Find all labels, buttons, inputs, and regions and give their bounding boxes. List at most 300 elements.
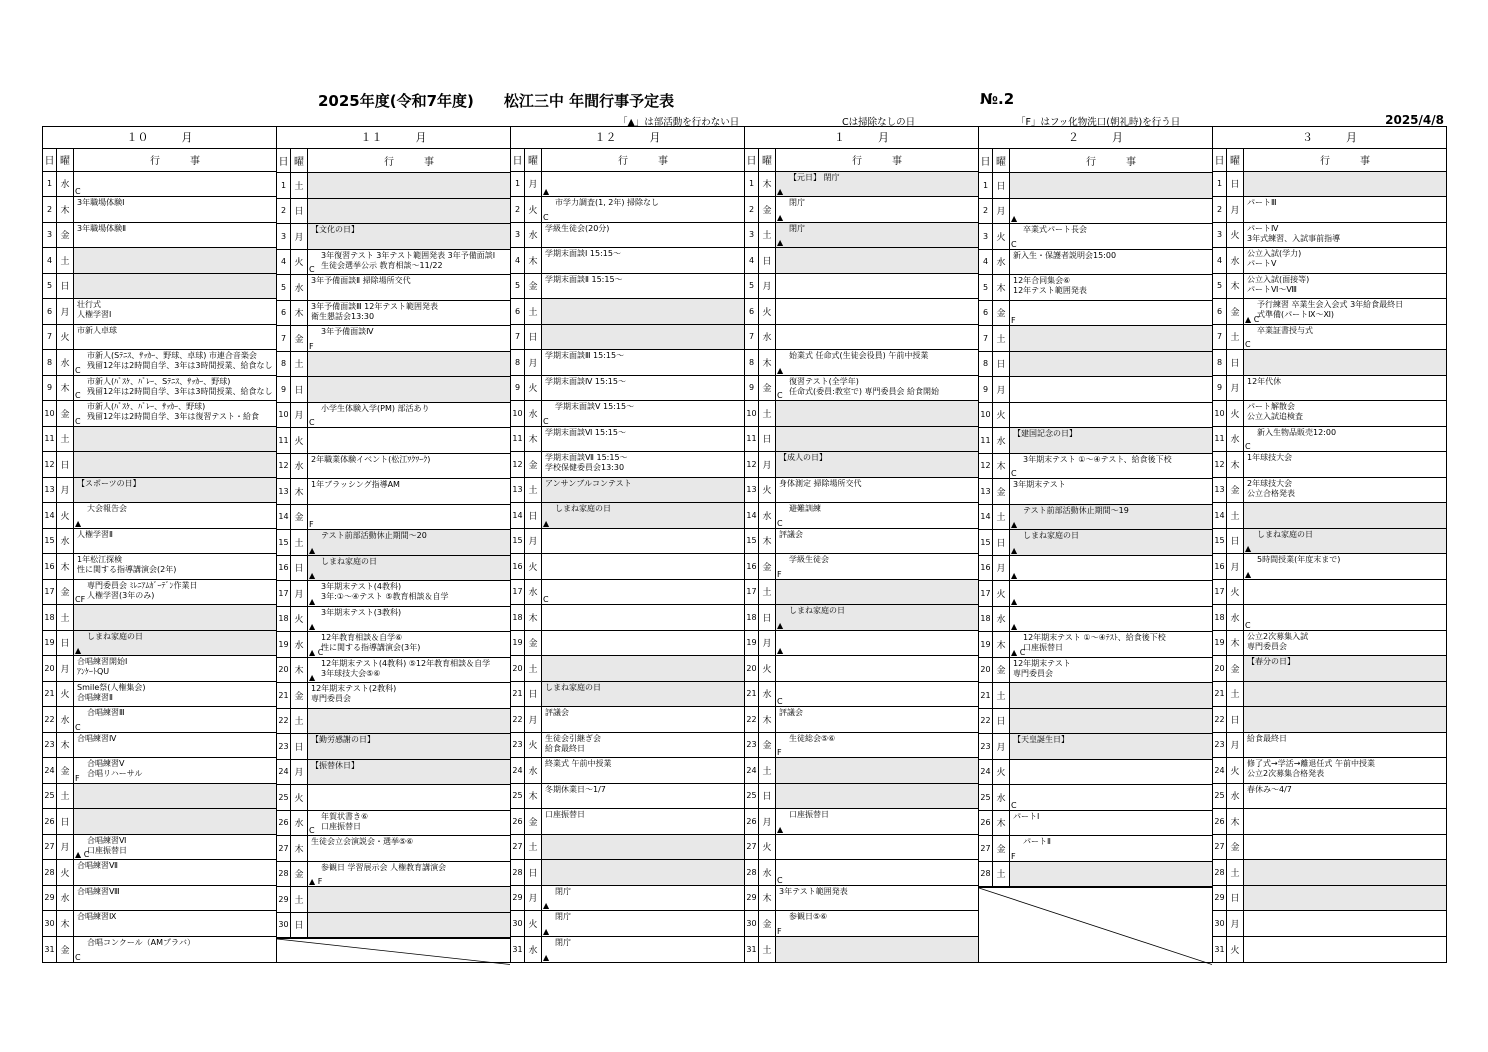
- day-number: 4: [745, 248, 759, 273]
- event-cell: [542, 325, 744, 350]
- column-header-day: 日: [511, 149, 525, 171]
- weekday: 水: [525, 401, 542, 426]
- weekday: 月: [759, 274, 776, 299]
- day-number: 30: [43, 911, 57, 936]
- weekday: 木: [759, 350, 776, 375]
- weekday: 火: [759, 835, 776, 860]
- day-marker: ▲: [1245, 544, 1252, 553]
- weekday: 火: [525, 733, 542, 758]
- weekday: 火: [993, 760, 1010, 785]
- day-row: [979, 505, 1212, 531]
- weekday: 土: [759, 580, 776, 605]
- day-row: [1213, 631, 1446, 657]
- weekday: 金: [525, 631, 542, 656]
- weekday: 月: [291, 403, 308, 428]
- day-number: 19: [1213, 631, 1227, 656]
- day-row: [979, 377, 1212, 403]
- weekday: 日: [525, 325, 542, 350]
- event-line-1: 3年期末テスト(3教科): [321, 607, 402, 617]
- event-line-1: アンサンブルコンテスト: [545, 478, 632, 488]
- weekday: 水: [525, 758, 542, 783]
- day-number: 1: [277, 173, 291, 198]
- event-line-2: 残留12年は2時間自学、3年は復習テスト・給食: [87, 412, 260, 421]
- day-row: [1213, 376, 1446, 402]
- column-headers: [979, 149, 1212, 173]
- day-row: [745, 197, 978, 223]
- weekday: 木: [1227, 631, 1244, 656]
- day-number: 26: [43, 809, 57, 834]
- event-cell: [1010, 862, 1212, 887]
- day-marker: C: [309, 418, 315, 427]
- day-number: 12: [511, 452, 525, 477]
- weekday: 月: [57, 835, 74, 860]
- day-number: 25: [745, 784, 759, 809]
- event-cell: [542, 809, 744, 834]
- day-row: [979, 352, 1212, 378]
- weekday: 土: [993, 326, 1010, 351]
- weekday: 日: [525, 860, 542, 885]
- weekday: 金: [525, 809, 542, 834]
- month-column: [43, 127, 277, 962]
- day-rows: [43, 172, 276, 963]
- weekday: 木: [57, 554, 74, 579]
- event-line-1: 給食最終日: [1247, 733, 1287, 743]
- day-number: 31: [511, 937, 525, 963]
- event-line-1: 市新人(Sﾃﾆｽ、ｻｯｶｰ、野球、卓球) 市連合音楽会: [87, 351, 257, 360]
- unused-days-box: [979, 887, 1212, 965]
- event-cell: [776, 299, 978, 324]
- event-line-1: 専門委員会 ﾐﾚﾆｱﾑｶﾞｰﾃﾞﾝ作業日: [87, 580, 198, 590]
- event-line-1: 閉庁: [555, 912, 571, 921]
- event-cell: [1244, 223, 1446, 248]
- day-row: [277, 760, 510, 786]
- day-marker: C: [777, 875, 783, 885]
- event-cell: [1244, 299, 1446, 324]
- day-row: [1213, 580, 1446, 606]
- column-header-day: 日: [979, 149, 993, 172]
- day-number: 23: [1213, 733, 1227, 758]
- event-line-1: 閉庁: [789, 223, 805, 233]
- weekday: 土: [291, 887, 308, 912]
- weekday: 金: [57, 937, 74, 963]
- day-row: [277, 862, 510, 888]
- weekday: 木: [291, 658, 308, 683]
- day-marker: ▲: [543, 901, 550, 910]
- day-number: 28: [277, 862, 291, 887]
- day-row: [1213, 784, 1446, 810]
- event-cell: [776, 886, 978, 911]
- event-line-1: 12年代休: [1247, 376, 1282, 386]
- weekday: 金: [525, 452, 542, 477]
- weekday: 日: [291, 734, 308, 759]
- weekday: 木: [291, 301, 308, 326]
- weekday: 月: [291, 581, 308, 606]
- column-header-events: 行 事: [1320, 156, 1370, 168]
- weekday: 金: [993, 479, 1010, 504]
- day-number: 1: [511, 172, 525, 197]
- event-line-1: しまね家庭の日: [789, 606, 845, 615]
- day-number: 23: [277, 734, 291, 759]
- event-cell: [308, 734, 510, 759]
- event-cell: [1010, 352, 1212, 377]
- day-row: [979, 683, 1212, 709]
- event-line-1: 生徒会引継ぎ会: [545, 733, 601, 743]
- weekday: 火: [1227, 758, 1244, 783]
- weekday: 月: [993, 556, 1010, 581]
- event-cell: [542, 248, 744, 273]
- event-cell: [308, 224, 510, 249]
- event-cell: [1010, 326, 1212, 351]
- event-line-1: 学期末面談Ⅵ 15:15～: [545, 427, 626, 437]
- weekday: 日: [993, 709, 1010, 734]
- day-row: [1213, 733, 1446, 759]
- weekday: 火: [57, 325, 74, 350]
- weekday: 木: [993, 632, 1010, 657]
- event-line-2: 公立合格発表: [1247, 488, 1295, 498]
- day-marker: ▲: [75, 646, 82, 655]
- day-marker: C: [309, 265, 315, 274]
- event-cell: [74, 554, 276, 579]
- weekday: 日: [759, 784, 776, 809]
- weekday: 火: [525, 911, 542, 936]
- event-cell: [308, 556, 510, 581]
- weekday: 火: [993, 403, 1010, 428]
- weekday: 木: [525, 784, 542, 809]
- day-marker: ▲ C: [1245, 314, 1260, 324]
- event-line-2: 合唱練習Ⅱ: [77, 692, 113, 702]
- day-row: [511, 223, 744, 249]
- event-cell: [776, 758, 978, 783]
- day-row: [43, 401, 276, 427]
- day-number: 27: [979, 836, 993, 861]
- day-number: 20: [979, 658, 993, 683]
- day-row: [511, 656, 744, 682]
- day-marker: C: [1245, 620, 1251, 630]
- day-row: [277, 887, 510, 913]
- day-number: 14: [745, 503, 759, 528]
- event-cell: [542, 299, 744, 324]
- weekday: 火: [759, 478, 776, 503]
- column-header-weekday: 曜: [993, 149, 1010, 172]
- event-cell: [542, 503, 744, 528]
- day-row: [511, 886, 744, 912]
- day-number: 30: [511, 911, 525, 936]
- event-cell: [74, 325, 276, 350]
- day-number: 23: [979, 734, 993, 759]
- day-number: 13: [43, 478, 57, 503]
- weekday: 日: [759, 605, 776, 630]
- weekday: 水: [291, 454, 308, 479]
- day-number: 28: [511, 860, 525, 885]
- day-row: [1213, 656, 1446, 682]
- event-line-1: パートⅢ: [1247, 198, 1277, 207]
- event-cell: [542, 350, 744, 375]
- day-number: 20: [1213, 656, 1227, 681]
- weekday: 月: [759, 631, 776, 656]
- event-line-1: 評議会: [545, 708, 569, 717]
- event-cell: [308, 632, 510, 657]
- day-marker: ▲: [1011, 214, 1018, 223]
- day-row: [277, 224, 510, 250]
- event-cell: [1244, 274, 1446, 299]
- day-number: 10: [43, 401, 57, 426]
- day-marker: ▲: [543, 187, 550, 196]
- day-number: 4: [979, 250, 993, 275]
- day-number: 31: [43, 937, 57, 963]
- weekday: 水: [57, 529, 74, 554]
- day-number: 28: [979, 862, 993, 887]
- weekday: 土: [759, 401, 776, 426]
- weekday: 水: [993, 785, 1010, 810]
- day-row: [745, 886, 978, 912]
- event-cell: [1010, 505, 1212, 530]
- event-line-1: 1年松江探検: [77, 555, 123, 564]
- day-row: [43, 580, 276, 606]
- event-line-1: テスト前部活動休止期間～19: [1023, 505, 1129, 515]
- day-row: [277, 734, 510, 760]
- event-cell: [74, 274, 276, 299]
- day-row: [745, 172, 978, 198]
- event-cell: [308, 326, 510, 351]
- day-row: [43, 478, 276, 504]
- event-cell: [74, 860, 276, 885]
- event-line-1: 終業式 午前中授業: [545, 759, 612, 768]
- event-cell: [74, 605, 276, 630]
- event-line-1: 閉庁: [555, 886, 571, 896]
- day-row: [43, 223, 276, 249]
- day-number: 24: [979, 760, 993, 785]
- day-row: [277, 479, 510, 505]
- column-header-day: 日: [277, 149, 291, 172]
- event-line-1: 大会報告会: [87, 504, 127, 513]
- event-line-1: 学級生徒会(20分): [545, 223, 610, 233]
- event-cell: [308, 428, 510, 453]
- page-number: №.2: [980, 90, 1015, 108]
- event-cell: [74, 376, 276, 401]
- weekday: 月: [759, 809, 776, 834]
- event-line-1: しまね家庭の日: [1023, 531, 1079, 540]
- day-row: [979, 556, 1212, 582]
- day-row: [1213, 554, 1446, 580]
- day-number: 27: [745, 835, 759, 860]
- event-line-1: テスト前部活動休止期間～20: [321, 531, 427, 540]
- event-cell: [776, 937, 978, 963]
- event-cell: [1010, 556, 1212, 581]
- day-number: 2: [1213, 197, 1227, 222]
- day-marker: ▲: [543, 518, 550, 528]
- day-number: 27: [277, 836, 291, 861]
- event-line-1: 【振替休日】: [311, 760, 359, 770]
- weekday: 日: [1227, 886, 1244, 911]
- event-cell: [74, 427, 276, 452]
- event-cell: [776, 452, 978, 477]
- day-marker: C: [75, 187, 81, 196]
- weekday: 日: [57, 809, 74, 834]
- weekday: 日: [291, 556, 308, 581]
- event-line-1: 1年ブラッシング指導AM: [311, 480, 400, 489]
- month-column: [277, 127, 511, 962]
- day-marker: C: [1011, 800, 1017, 810]
- event-cell: [542, 274, 744, 299]
- day-number: 17: [511, 580, 525, 605]
- day-row: [43, 835, 276, 861]
- day-row: [511, 631, 744, 657]
- day-marker: ▲: [309, 622, 316, 631]
- weekday: 日: [57, 452, 74, 477]
- day-row: [43, 656, 276, 682]
- weekday: 水: [525, 937, 542, 963]
- day-number: 5: [1213, 274, 1227, 299]
- day-row: [745, 733, 978, 759]
- weekday: 金: [57, 758, 74, 783]
- event-cell: [542, 707, 744, 732]
- issue-date: 2025/4/8: [1385, 113, 1444, 127]
- day-number: 26: [511, 809, 525, 834]
- legend-no-cleaning: Cは掃除なしの日: [842, 117, 916, 128]
- day-row: [277, 454, 510, 480]
- day-marker: F: [777, 569, 782, 579]
- month-column: [745, 127, 979, 962]
- day-number: 4: [511, 248, 525, 273]
- event-cell: [1010, 250, 1212, 275]
- day-number: 8: [745, 350, 759, 375]
- day-number: 5: [745, 274, 759, 299]
- column-header-weekday: 曜: [57, 149, 74, 171]
- day-number: 14: [1213, 503, 1227, 528]
- weekday: 月: [57, 478, 74, 503]
- day-number: 15: [277, 530, 291, 555]
- day-number: 16: [979, 556, 993, 581]
- day-row: [745, 427, 978, 453]
- event-line-1: 3年予備面談Ⅲ 12年テスト範囲発表: [311, 301, 439, 311]
- event-cell: [1010, 734, 1212, 759]
- event-cell: [542, 427, 744, 452]
- day-number: 7: [979, 326, 993, 351]
- event-cell: [74, 197, 276, 222]
- event-line-2: 口座振替日: [789, 810, 829, 819]
- event-line-1: 閉庁: [789, 198, 805, 207]
- event-line-1: 3年テスト範囲発表: [779, 886, 848, 896]
- event-line-1: パートⅠ: [1013, 811, 1040, 821]
- day-number: 1: [745, 172, 759, 197]
- day-number: 26: [277, 811, 291, 836]
- column-header-events: 行 事: [618, 156, 668, 168]
- event-line-2: 残留12年は2時間自学、3年は3時間授業、給食なし: [87, 361, 273, 370]
- event-cell: [74, 656, 276, 681]
- event-cell: [542, 376, 744, 401]
- day-row: [277, 326, 510, 352]
- event-cell: [1244, 197, 1446, 222]
- weekday: 木: [759, 529, 776, 554]
- weekday: 土: [993, 862, 1010, 887]
- day-marker: ▲: [309, 596, 316, 606]
- day-number: 8: [43, 350, 57, 375]
- weekday: 土: [525, 656, 542, 681]
- day-number: 10: [1213, 401, 1227, 426]
- weekday: 金: [759, 733, 776, 758]
- day-number: 19: [979, 632, 993, 657]
- day-row: [277, 275, 510, 301]
- weekday: 金: [291, 862, 308, 887]
- event-line-1: 【春分の日】: [1247, 657, 1295, 666]
- day-marker: C: [309, 826, 315, 835]
- day-marker: ▲: [309, 571, 316, 580]
- day-number: 19: [277, 632, 291, 657]
- day-row: [745, 223, 978, 249]
- event-cell: [1244, 605, 1446, 630]
- day-row: [277, 199, 510, 225]
- day-number: 22: [979, 709, 993, 734]
- day-row: [979, 811, 1212, 837]
- event-line-1: 生徒総会⑤⑥: [789, 733, 836, 743]
- event-cell: [1244, 503, 1446, 528]
- day-row: [43, 503, 276, 529]
- event-cell: [74, 580, 276, 605]
- day-row: [277, 811, 510, 837]
- event-cell: [776, 223, 978, 248]
- day-row: [43, 299, 276, 325]
- weekday: 水: [993, 428, 1010, 453]
- event-line-2: 12年テスト範囲発表: [1013, 286, 1087, 295]
- day-row: [979, 199, 1212, 225]
- day-row: [43, 911, 276, 937]
- event-line-1: 新入生・保護者説明会15:00: [1013, 250, 1117, 260]
- event-cell: [1244, 248, 1446, 273]
- event-cell: [308, 913, 510, 938]
- event-line-1: 市新人(ﾊﾞｽｹ、ﾊﾞﾚｰ、Sﾃﾆｽ、ｻｯｶｰ、野球): [87, 376, 231, 386]
- day-number: 17: [979, 581, 993, 606]
- weekday: 水: [57, 886, 74, 911]
- day-row: [511, 172, 744, 198]
- day-marker: ▲: [1011, 520, 1018, 529]
- event-line-1: 学期末面談Ⅲ 15:15～: [545, 351, 625, 360]
- weekday: 火: [525, 197, 542, 222]
- day-number: 16: [277, 556, 291, 581]
- day-row: [511, 401, 744, 427]
- event-line-1: 【元日】 閉庁: [789, 172, 840, 182]
- event-line-1: 【成人の日】: [779, 453, 827, 462]
- day-marker: CF: [75, 595, 86, 604]
- weekday: 土: [57, 605, 74, 630]
- day-row: [277, 913, 510, 939]
- event-cell: [542, 401, 744, 426]
- event-cell: [542, 172, 744, 197]
- day-row: [277, 530, 510, 556]
- event-line-1: 12年教育相談＆自学⑥: [321, 633, 403, 642]
- event-cell: [542, 197, 744, 222]
- day-row: [511, 503, 744, 529]
- day-number: 23: [745, 733, 759, 758]
- day-row: [745, 809, 978, 835]
- day-number: 12: [43, 452, 57, 477]
- event-line-2: 式準備(パートⅨ～Ⅺ): [1257, 310, 1335, 319]
- day-number: 27: [1213, 835, 1227, 860]
- day-marker: C: [75, 722, 81, 732]
- day-row: [979, 734, 1212, 760]
- day-number: 28: [1213, 860, 1227, 885]
- event-line-2: 生徒会選挙公示 教育相談～11/22: [321, 260, 443, 270]
- day-number: 9: [1213, 376, 1227, 401]
- day-number: 23: [511, 733, 525, 758]
- day-number: 7: [43, 325, 57, 350]
- day-marker: C: [777, 518, 783, 528]
- weekday: 木: [525, 605, 542, 630]
- weekday: 月: [57, 299, 74, 324]
- event-cell: [74, 503, 276, 528]
- event-cell: [308, 811, 510, 836]
- weekday: 日: [1227, 707, 1244, 732]
- day-row: [979, 250, 1212, 276]
